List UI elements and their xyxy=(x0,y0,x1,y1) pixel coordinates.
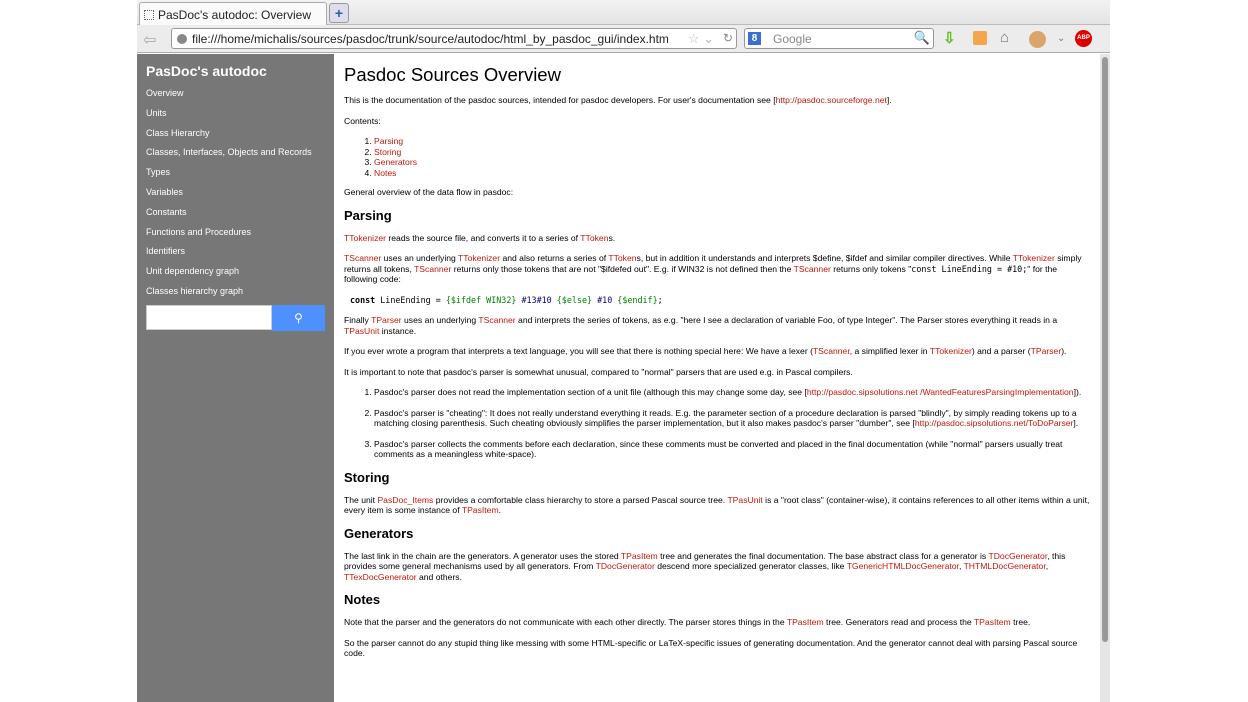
link[interactable]: TPasUnit xyxy=(344,325,380,336)
text: ]). xyxy=(1073,387,1082,397)
text: s. xyxy=(608,232,616,243)
url-text: file:///home/michalis/sources/pasdoc/trunk/source/autodoc/html_by_pasdoc_gui/index.htm xyxy=(192,32,669,46)
url-bar[interactable] xyxy=(171,28,737,49)
contents-label: Contents: xyxy=(344,115,381,126)
browser-window xyxy=(137,0,1110,702)
link[interactable]: http://pasdoc.sourceforge.net xyxy=(775,95,887,105)
toc-item xyxy=(374,168,1091,179)
link[interactable]: TTokenizer xyxy=(458,253,501,263)
paragraph xyxy=(344,315,1091,336)
paragraph xyxy=(344,253,1091,285)
link[interactable]: TToken xyxy=(608,253,637,263)
list-item xyxy=(374,439,1091,460)
text: Pasdoc's parser collects the comments before each declaration, since these comments must be converted and placed in the final documentation (while "normal" parsers usually treat comments as a meaningless white-space). xyxy=(374,438,1063,459)
text: Pasdoc's parser is "cheating": It does not really understand everything it reads. E.g. the parameter section of a procedure declaration is parsed "blindly", by simply reading tokens up to a matching closing parenthesis. Such cheating obviously simplifies the parser implementation, but it also makes pasdoc's parser "dumber", see [ xyxy=(374,407,1077,428)
text: tree. Generators read and process the xyxy=(823,617,974,627)
code-number: #13#10 xyxy=(521,294,552,305)
sidebar-title: PasDoc's autodoc xyxy=(146,63,267,79)
sidebar-item-identifiers[interactable]: Identifiers xyxy=(146,246,186,257)
sidebar-search xyxy=(146,305,325,331)
text: instance. xyxy=(379,325,417,336)
sidebar-item-class-hierarchy[interactable]: Class Hierarchy xyxy=(146,127,210,138)
link[interactable]: TParser xyxy=(371,315,402,325)
link[interactable]: TPasItem xyxy=(620,550,658,561)
text: simply returns all tokens, xyxy=(344,253,1082,274)
list-item xyxy=(374,408,1091,429)
link[interactable]: TPasItem xyxy=(973,617,1011,627)
text: reads the source file, and converts it to a series of xyxy=(386,232,581,243)
text: s, but in addition it understands and interprets $define, $ifdef and similar compiler directives. While xyxy=(636,253,1013,263)
scrollbar-thumb[interactable] xyxy=(1102,57,1108,642)
paragraph xyxy=(344,495,1091,516)
sidebar-item-types[interactable]: Types xyxy=(146,167,171,178)
sidebar-item-functions-and-procedures[interactable]: Functions and Procedures xyxy=(146,226,252,237)
link[interactable]: PasDoc_Items xyxy=(377,494,434,505)
text: ). xyxy=(1061,346,1067,356)
sidebar-item-classes-interfaces-objects-and-records[interactable]: Classes, Interfaces, Objects and Records xyxy=(146,147,312,158)
nav-bar xyxy=(137,25,1110,53)
overview-label: General overview of the data flow in pasdoc: xyxy=(344,187,514,197)
link[interactable]: TToken xyxy=(580,232,609,243)
sidebar-item-overview[interactable]: Overview xyxy=(146,88,184,98)
text: descend more specialized generator classes, like xyxy=(654,561,847,571)
sidebar-item-variables[interactable]: Variables xyxy=(146,186,183,197)
link[interactable]: TScanner xyxy=(344,253,382,263)
text: ]. xyxy=(1073,418,1079,428)
link[interactable]: TTokenizer xyxy=(344,232,387,243)
search-placeholder: Google xyxy=(773,32,812,46)
text: , xyxy=(958,561,964,571)
sidebar-search-button[interactable] xyxy=(272,305,325,331)
search-icon[interactable]: 🔍 xyxy=(913,30,930,45)
paragraph xyxy=(344,367,1091,378)
text: and also returns a series of xyxy=(500,253,609,263)
text: So the parser cannot do any stupid thing like messing with some HTML-specific or LaTeX-specific issues of generating documentation. And the generator cannot deal with parsing Pascal source code. xyxy=(344,637,1078,658)
link[interactable]: http://pasdoc.sipsolutions.net/ToDoParser xyxy=(914,418,1074,428)
adblock-icon[interactable]: ABP xyxy=(1075,30,1092,47)
text: ]. xyxy=(886,95,892,105)
text: The unit xyxy=(344,494,378,505)
home-icon[interactable]: ⌂ xyxy=(1000,29,1010,46)
text: " for the following code: xyxy=(344,263,1058,284)
sidebar xyxy=(137,54,334,702)
paragraph xyxy=(344,551,1091,583)
text: Pasdoc's parser does not read the implementation section of a unit file (although this may change some day, see [ xyxy=(374,387,807,397)
code-directive: {$ifdef WIN32} xyxy=(445,294,517,305)
link[interactable]: TDocGenerator xyxy=(595,561,655,571)
toc-link-notes[interactable]: Notes xyxy=(374,167,397,178)
text: tree and generates the final documentation. The base abstract class for a generator is xyxy=(657,550,989,561)
table-of-contents xyxy=(374,136,1091,178)
numbered-list xyxy=(374,387,1091,460)
text: , a simplified lexer in xyxy=(849,346,930,356)
google-icon[interactable]: 8 xyxy=(748,32,761,45)
page-title: Pasdoc Sources Overview xyxy=(344,64,561,85)
sidebar-item-constants[interactable]: Constants xyxy=(146,206,187,217)
inline-code: const LineEnding = #10; xyxy=(911,263,1028,274)
link[interactable]: TScanner xyxy=(812,346,850,356)
link[interactable]: TScanner xyxy=(478,315,516,325)
chevron-down-icon[interactable]: ⌄ xyxy=(1057,33,1066,44)
text: uses an underlying xyxy=(401,315,479,325)
text: is a "root class" (container-wise), it contains references to all other items within a unit, every item is some instance of xyxy=(344,494,1090,515)
text: uses an underlying xyxy=(381,253,459,263)
text: and interprets the series of tokens, as e.g. "here I see a declaration of variable Foo, of type Integer". The Parser stores everything it reads in a xyxy=(515,315,1058,325)
back-arrow-icon[interactable]: ⇦ xyxy=(143,32,157,49)
paragraph xyxy=(344,233,1091,244)
text: LineEnding = xyxy=(375,294,446,305)
paragraph xyxy=(344,617,1091,628)
text: and others. xyxy=(416,571,462,582)
link[interactable]: TScanner xyxy=(414,263,452,274)
text: returns only those tokens that are not "$ifdefed out". E.g. if WIN32 is not defined then the xyxy=(451,263,794,274)
sidebar-item-units[interactable]: Units xyxy=(146,107,167,118)
favicon-icon xyxy=(144,10,154,20)
text: ) and a parser ( xyxy=(971,346,1031,356)
toc-link-generators[interactable]: Generators xyxy=(374,157,417,167)
tab-bar xyxy=(137,0,1110,25)
download-icon[interactable]: ⇩ xyxy=(943,30,956,47)
link[interactable]: TTokenizer xyxy=(929,346,972,356)
star-icon[interactable]: ☆ ⌄ xyxy=(687,31,714,46)
globe-icon xyxy=(177,34,187,44)
text: This is the documentation of the pasdoc sources, intended for pasdoc developers. For user's documentation see [ xyxy=(344,95,776,105)
text: If you ever wrote a program that interprets a text language, you will see that there is nothing special here: We have a lexer ( xyxy=(344,346,813,356)
code-keyword: const xyxy=(350,294,376,305)
search-icon: ⚲ xyxy=(294,310,303,325)
text: It is important to note that pasdoc's parser is somewhat unusual, compared to "normal" parsers that are used e.g. in Pascal compilers. xyxy=(344,366,853,377)
text: Note that the parser and the generators do not communicate with each other directly. The parser stores things in the xyxy=(344,617,787,627)
new-tab-button[interactable]: + xyxy=(329,3,349,23)
text: Finally xyxy=(344,315,372,325)
link[interactable]: TTexDocGenerator xyxy=(344,571,417,582)
intro-paragraph xyxy=(344,95,1091,106)
link[interactable]: TParser xyxy=(1030,346,1062,356)
reload-icon[interactable]: ↻ xyxy=(722,31,733,45)
text: returns only tokens " xyxy=(830,263,912,274)
text: , this provides some general mechanisms used by all generators. From xyxy=(344,550,1066,571)
tab-overview[interactable] xyxy=(139,2,327,26)
paragraph xyxy=(344,346,1091,357)
text: ; xyxy=(657,294,663,305)
search-bar[interactable] xyxy=(744,28,934,49)
monkey-icon[interactable] xyxy=(1029,31,1046,48)
toc-link-storing[interactable]: Storing xyxy=(374,146,402,157)
toc-item xyxy=(374,157,1091,168)
text: . xyxy=(498,505,501,515)
link[interactable]: TTokenizer xyxy=(1012,253,1055,263)
section-heading-generators: Generators xyxy=(344,525,414,541)
scrollbar[interactable] xyxy=(1100,54,1110,702)
link[interactable]: TPasItem xyxy=(461,505,499,515)
link[interactable]: THTMLDocGenerator xyxy=(963,561,1046,571)
toc-item xyxy=(374,147,1091,158)
code-number: #10 xyxy=(597,294,613,305)
rss-icon[interactable] xyxy=(973,31,987,45)
sidebar-item-classes-hierarchy-graph[interactable]: Classes hierarchy graph xyxy=(146,285,244,296)
link[interactable]: TDocGenerator xyxy=(988,550,1048,561)
text: tree. xyxy=(1010,617,1031,627)
toc-link-parsing[interactable]: Parsing xyxy=(374,136,404,146)
code-directive: {$else} xyxy=(556,294,593,305)
code-block xyxy=(350,295,1091,306)
link[interactable]: TScanner xyxy=(793,263,831,274)
toc-item xyxy=(374,136,1091,147)
link[interactable]: TPasUnit xyxy=(727,494,763,505)
text: The last link in the chain are the generators. A generator uses the stored xyxy=(344,550,621,561)
sidebar-item-unit-dependency-graph[interactable]: Unit dependency graph xyxy=(146,266,240,277)
sidebar-search-input[interactable] xyxy=(146,305,272,330)
code-directive: {$endif} xyxy=(617,294,658,305)
section-heading-storing: Storing xyxy=(344,469,390,485)
main-content xyxy=(335,54,1100,702)
list-item xyxy=(374,387,1091,398)
section-heading-notes: Notes xyxy=(344,592,381,607)
text: , xyxy=(1045,561,1049,571)
link[interactable]: TGenericHTMLDocGenerator xyxy=(846,561,959,571)
section-heading-parsing: Parsing xyxy=(344,207,392,223)
text: provides a comfortable class hierarchy to store a parsed Pascal source tree. xyxy=(433,494,728,505)
tab-title: PasDoc's autodoc: Overview xyxy=(158,8,312,22)
paragraph xyxy=(344,638,1091,659)
link[interactable]: http://pasdoc.sipsolutions.net /WantedFeaturesParsingImplementation xyxy=(806,387,1074,397)
link[interactable]: TPasItem xyxy=(786,617,824,627)
